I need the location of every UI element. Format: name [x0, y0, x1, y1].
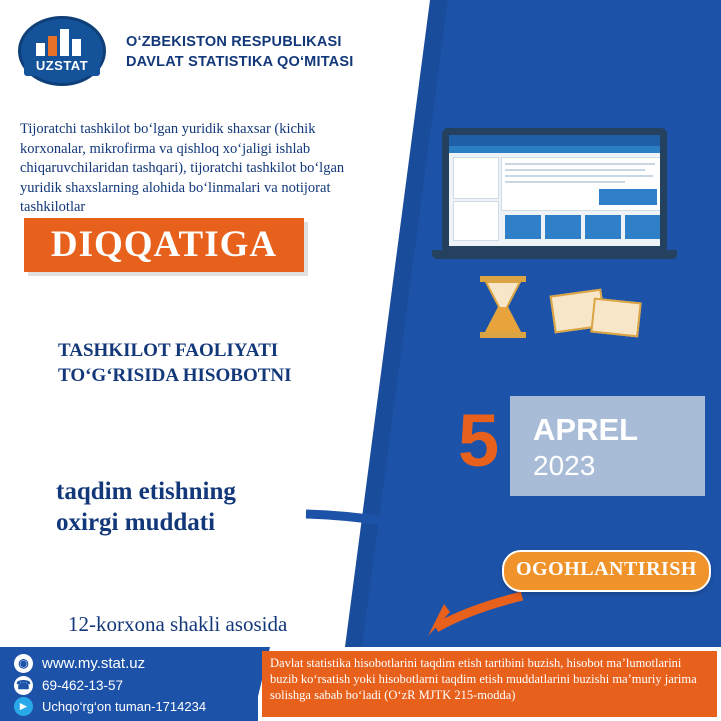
portal-nav-bar [449, 146, 660, 153]
report-subtitle-line2: TO‘G‘RISIDA HISOBOTNI [58, 365, 292, 386]
attention-banner [24, 218, 304, 272]
portal-side-card [453, 201, 499, 241]
bar-chart-icon [34, 26, 90, 56]
date-month: APREL [533, 412, 639, 447]
footer [0, 647, 721, 721]
portal-side-card [453, 157, 499, 199]
portal-tile [505, 215, 541, 239]
portal-widget [599, 189, 657, 205]
laptop-screen [442, 128, 667, 253]
deadline-text-line1: taqdim etishning [56, 478, 236, 505]
deadline-text-line2: oxirgi muddati [56, 509, 216, 536]
warning-pill-label: OGOHLANTIRISH [516, 558, 697, 580]
form-note: 12-korxona shakli asosida [68, 612, 288, 636]
portal-text-line [505, 163, 655, 165]
portal-tile [585, 215, 621, 239]
portal-text-line [505, 169, 645, 171]
phone-icon: ☎ [14, 676, 33, 695]
warning-pill [502, 550, 711, 592]
organization-title-line1: O‘ZBEKISTON RESPUBLIKASI [126, 34, 342, 50]
footer-website-row[interactable] [14, 654, 145, 673]
attention-banner-label: DIQQATIGA [50, 224, 278, 265]
globe-icon: ◉ [14, 654, 33, 673]
organization-title-line2: DAVLAT STATISTIKA QO‘MITASI [126, 54, 354, 70]
laptop-base [432, 250, 677, 259]
footer-telegram-label: Uchqo‘rg‘on tuman-1714234 [42, 699, 207, 714]
envelope-icon [590, 298, 641, 338]
warning-text: Davlat statistika hisobotlarini taqdim etish tartibini buzish, hisobot ma’lumotlarini buzib ko‘rsatish yoki hisobotlarni taqdim etish muddatlarini buzishi ma’muriy jarima solishga sabab bo‘ladi (O‘zR MJTK 215-modda) [270, 656, 697, 702]
portal-tile [625, 215, 661, 239]
laptop-illustration [432, 128, 680, 268]
report-subtitle [58, 338, 388, 388]
uzstat-logo [18, 16, 110, 92]
portal-text-line [505, 181, 625, 183]
portal-content [449, 153, 660, 246]
organization-title [126, 32, 426, 72]
logo-label: UZSTAT [35, 58, 89, 73]
report-subtitle-line1: TASHKILOT FAOLIYATI [58, 340, 279, 361]
intro-paragraph: Tijoratchi tashkilot bo‘lgan yuridik shaxsar (kichik korxonalar, mikrofirma va qishloq xo‘jaligi ishlab chiqaruvchilaridan tashqari), tijoratchi tashkilot bo‘lgan yuridik shaxslarning alohida bo‘linmalari va notijorat tashkilotlar [20, 121, 345, 215]
footer-phone-row[interactable] [14, 676, 123, 695]
footer-telegram-row[interactable] [14, 697, 206, 716]
footer-website-label: www.my.stat.uz [42, 655, 146, 672]
footer-phone-label: 69-462-13-57 [42, 678, 124, 693]
date-day: 5 [458, 399, 500, 482]
portal-header-bar [449, 135, 660, 146]
telegram-icon: ► [14, 697, 33, 716]
portal-tile [545, 215, 581, 239]
hourglass-icon [474, 276, 532, 338]
portal-text-line [505, 175, 653, 177]
date-year: 2023 [533, 450, 596, 481]
curved-arrow-icon [300, 500, 530, 640]
